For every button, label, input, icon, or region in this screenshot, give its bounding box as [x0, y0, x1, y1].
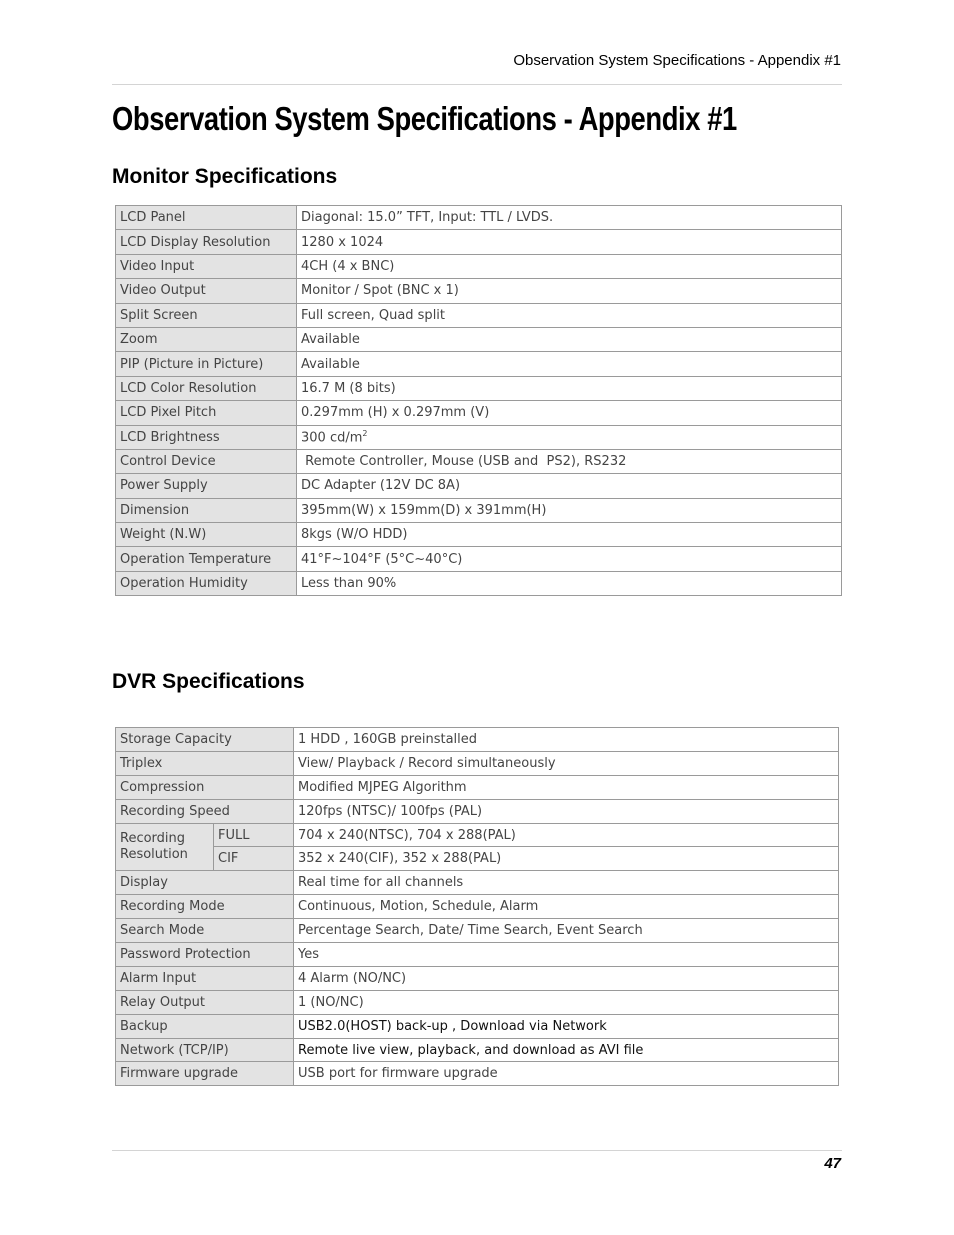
spec-label: Weight (N.W) [116, 523, 297, 547]
spec-label: LCD Display Resolution [116, 230, 297, 254]
table-row [116, 474, 842, 498]
spec-value: Full screen, Quad split [297, 303, 842, 327]
table-row [116, 966, 839, 990]
spec-label: Alarm Input [116, 966, 294, 990]
spec-value: DC Adapter (12V DC 8A) [297, 474, 842, 498]
spec-label: Control Device [116, 449, 297, 473]
spec-label: Compression [116, 775, 294, 799]
table-row [116, 728, 839, 752]
spec-sublabel: FULL [214, 823, 294, 847]
spec-value: USB2.0(HOST) back-up , Download via Network [294, 1014, 839, 1038]
table-row [116, 799, 839, 823]
monitor-section-title: Monitor Specifications [112, 165, 338, 188]
table-row [116, 279, 842, 303]
spec-value: 16.7 M (8 bits) [297, 376, 842, 400]
header-divider [112, 84, 842, 85]
table-row [116, 303, 842, 327]
spec-label: LCD Panel [116, 206, 297, 230]
spec-label: Dimension [116, 498, 297, 522]
page-number: 47 [824, 1155, 841, 1172]
spec-value: 352 x 240(CIF), 352 x 288(PAL) [294, 847, 839, 871]
spec-label: LCD Color Resolution [116, 376, 297, 400]
spec-value: Real time for all channels [294, 871, 839, 895]
spec-value: USB port for firmware upgrade [294, 1062, 839, 1086]
spec-value: Modified MJPEG Algorithm [294, 775, 839, 799]
spec-value: 4CH (4 x BNC) [297, 254, 842, 278]
table-row [116, 1014, 839, 1038]
spec-value: 395mm(W) x 159mm(D) x 391mm(H) [297, 498, 842, 522]
spec-value: 1 HDD , 160GB preinstalled [294, 728, 839, 752]
spec-value: Available [297, 352, 842, 376]
table-row [116, 498, 842, 522]
spec-value: 1 (NO/NC) [294, 990, 839, 1014]
spec-label: Recording Mode [116, 895, 294, 919]
running-header: Observation System Specifications - Appendix #1 [513, 52, 841, 69]
table-row [116, 871, 839, 895]
table-row [116, 425, 842, 449]
spec-label: Video Input [116, 254, 297, 278]
table-row [116, 1038, 839, 1062]
spec-value: Remote live view, playback, and download as AVI file [294, 1038, 839, 1062]
spec-label: Zoom [116, 327, 297, 351]
spec-label: Operation Temperature [116, 547, 297, 571]
spec-label: Firmware upgrade [116, 1062, 294, 1086]
dvr-spec-table [115, 727, 839, 1086]
spec-label: Relay Output [116, 990, 294, 1014]
spec-value: 704 x 240(NTSC), 704 x 288(PAL) [294, 823, 839, 847]
spec-value: Continuous, Motion, Schedule, Alarm [294, 895, 839, 919]
table-row [116, 943, 839, 967]
table-row [116, 823, 839, 847]
spec-sublabel: CIF [214, 847, 294, 871]
spec-label: Triplex [116, 751, 294, 775]
table-row [116, 376, 842, 400]
spec-label: Backup [116, 1014, 294, 1038]
spec-value: 8kgs (W/O HDD) [297, 523, 842, 547]
table-row [116, 571, 842, 595]
spec-label: Operation Humidity [116, 571, 297, 595]
table-row [116, 775, 839, 799]
table-row [116, 401, 842, 425]
spec-value: Available [297, 327, 842, 351]
spec-value: View/ Playback / Record simultaneously [294, 751, 839, 775]
table-row [116, 547, 842, 571]
spec-value: Yes [294, 943, 839, 967]
spec-label: Storage Capacity [116, 728, 294, 752]
table-row [116, 751, 839, 775]
table-row [116, 352, 842, 376]
page-title: Observation System Specifications - Appendix #1 [112, 100, 737, 137]
table-row [116, 919, 839, 943]
table-row [116, 254, 842, 278]
spec-label: LCD Brightness [116, 425, 297, 449]
table-row [116, 523, 842, 547]
dvr-section-title: DVR Specifications [112, 670, 305, 693]
spec-value: Percentage Search, Date/ Time Search, Event Search [294, 919, 839, 943]
spec-value: 0.297mm (H) x 0.297mm (V) [297, 401, 842, 425]
spec-label: Search Mode [116, 919, 294, 943]
spec-label: Power Supply [116, 474, 297, 498]
spec-label: Video Output [116, 279, 297, 303]
spec-label: Network (TCP/IP) [116, 1038, 294, 1062]
superscript: 2 [362, 429, 368, 439]
spec-label: Recording Resolution [116, 823, 214, 871]
spec-value: Remote Controller, Mouse (USB and PS2), RS232 [297, 449, 842, 473]
spec-value: Monitor / Spot (BNC x 1) [297, 279, 842, 303]
table-row [116, 895, 839, 919]
brightness-value: 300 cd/m [301, 430, 363, 446]
table-row [116, 1062, 839, 1086]
monitor-spec-table [115, 205, 842, 596]
spec-value: 1280 x 1024 [297, 230, 842, 254]
spec-label: Password Protection [116, 943, 294, 967]
spec-value: 41°F~104°F (5°C~40°C) [297, 547, 842, 571]
footer-divider [112, 1150, 842, 1151]
table-row [116, 206, 842, 230]
spec-value: 4 Alarm (NO/NC) [294, 966, 839, 990]
table-row [116, 327, 842, 351]
table-row [116, 230, 842, 254]
spec-label: Recording Speed [116, 799, 294, 823]
spec-value: Less than 90% [297, 571, 842, 595]
spec-label: LCD Pixel Pitch [116, 401, 297, 425]
spec-value [297, 425, 842, 449]
spec-value: 120fps (NTSC)/ 100fps (PAL) [294, 799, 839, 823]
table-row [116, 847, 839, 871]
spec-label: Split Screen [116, 303, 297, 327]
spec-label: Display [116, 871, 294, 895]
table-row [116, 449, 842, 473]
spec-label: PIP (Picture in Picture) [116, 352, 297, 376]
spec-value: Diagonal: 15.0” TFT, Input: TTL / LVDS. [297, 206, 842, 230]
table-row [116, 990, 839, 1014]
